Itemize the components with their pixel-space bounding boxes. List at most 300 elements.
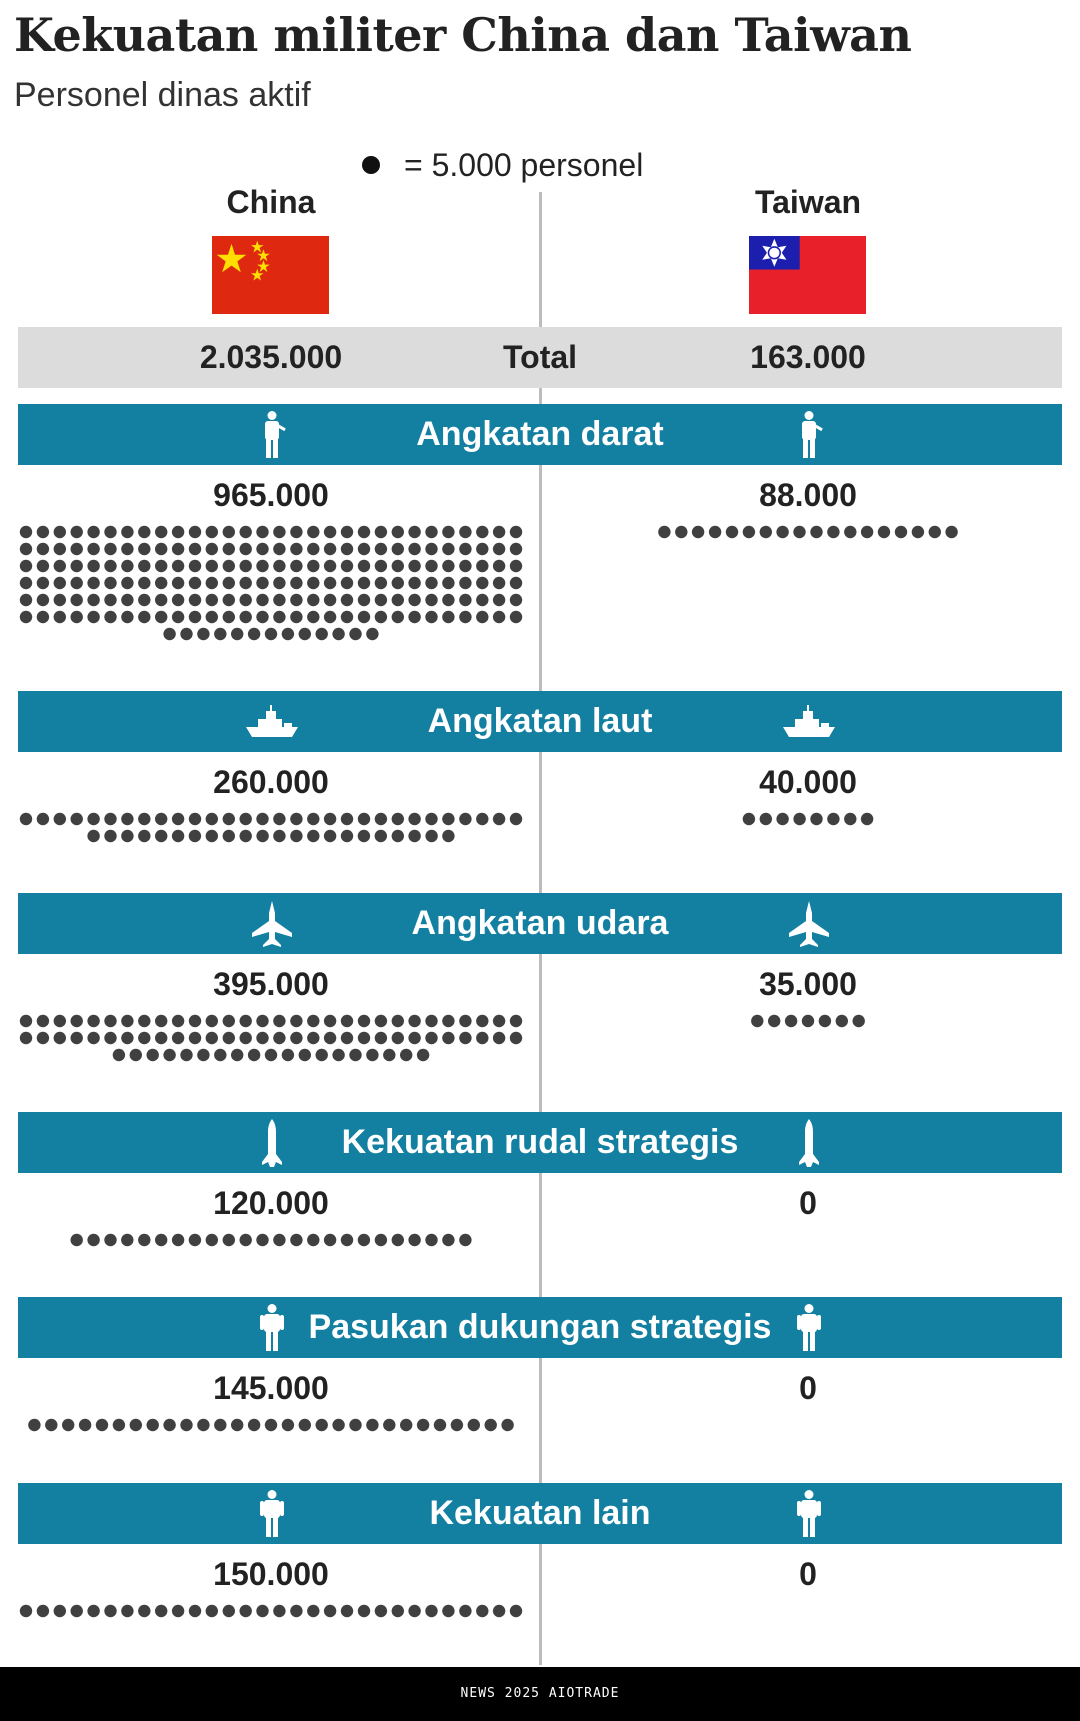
dot-china-5 — [104, 1605, 116, 1617]
dot-china-4 — [265, 1419, 277, 1431]
dot-china-2 — [273, 1015, 285, 1027]
dot-china-0 — [290, 577, 302, 589]
dot-china-0 — [20, 594, 32, 606]
dot-china-2 — [180, 1049, 192, 1061]
country-label-china: China — [226, 184, 316, 220]
dot-china-2 — [172, 1032, 184, 1044]
value-china-angkatan-laut: 260.000 — [213, 764, 329, 800]
dot-china-4 — [231, 1419, 243, 1431]
dot-china-0 — [54, 611, 66, 623]
dot-china-0 — [408, 560, 420, 572]
value-taiwan-angkatan-darat: 88.000 — [759, 477, 857, 513]
dot-china-2 — [273, 1032, 285, 1044]
dot-china-0 — [104, 526, 116, 538]
dot-china-0 — [476, 526, 488, 538]
dot-china-0 — [256, 611, 268, 623]
band-label: Kekuatan rudal strategis — [341, 1123, 739, 1161]
dot-china-0 — [206, 594, 218, 606]
chart-title: Kekuatan militer China dan Taiwan — [14, 8, 912, 62]
dot-china-0 — [425, 543, 437, 555]
dot-china-0 — [214, 628, 226, 640]
dot-china-1 — [358, 830, 370, 842]
dot-china-0 — [307, 594, 319, 606]
dot-taiwan-0 — [726, 526, 738, 538]
dot-china-0 — [316, 628, 328, 640]
dot-china-4 — [485, 1419, 497, 1431]
dot-china-2 — [54, 1015, 66, 1027]
dot-china-3 — [138, 1234, 150, 1246]
dot-china-1 — [290, 830, 302, 842]
dot-china-0 — [155, 577, 167, 589]
value-china-pasukan-dukungan-strategis: 145.000 — [213, 1370, 329, 1406]
dot-china-3 — [189, 1234, 201, 1246]
dot-china-4 — [383, 1419, 395, 1431]
dot-china-0 — [71, 611, 83, 623]
dot-china-0 — [138, 526, 150, 538]
dot-china-5 — [392, 1605, 404, 1617]
dot-china-1 — [240, 830, 252, 842]
dot-china-0 — [189, 594, 201, 606]
dot-china-0 — [349, 628, 361, 640]
dot-china-0 — [442, 543, 454, 555]
dot-china-0 — [104, 611, 116, 623]
value-china-kekuatan-lain: 150.000 — [213, 1556, 329, 1592]
dot-china-0 — [20, 611, 32, 623]
dot-china-0 — [206, 577, 218, 589]
dot-china-0 — [307, 526, 319, 538]
dot-china-2 — [282, 1049, 294, 1061]
dot-china-0 — [341, 560, 353, 572]
dot-china-5 — [493, 1605, 505, 1617]
dot-china-2 — [332, 1049, 344, 1061]
dot-china-0 — [408, 611, 420, 623]
dot-china-0 — [442, 560, 454, 572]
dot-china-5 — [375, 1605, 387, 1617]
dot-china-3 — [273, 1234, 285, 1246]
dot-china-1 — [341, 813, 353, 825]
dot-china-0 — [358, 577, 370, 589]
country-label-taiwan: Taiwan — [754, 184, 862, 220]
dot-china-2 — [223, 1015, 235, 1027]
dot-taiwan-1 — [776, 813, 788, 825]
dot-china-0 — [71, 577, 83, 589]
dot-china-0 — [510, 594, 522, 606]
dot-china-0 — [20, 526, 32, 538]
dot-china-1 — [408, 813, 420, 825]
dot-china-5 — [459, 1605, 471, 1617]
dot-taiwan-0 — [760, 526, 772, 538]
value-taiwan-kekuatan-lain: 0 — [799, 1556, 817, 1592]
dot-china-1 — [172, 830, 184, 842]
dot-china-2 — [206, 1015, 218, 1027]
dot-china-1 — [493, 813, 505, 825]
dot-china-0 — [510, 611, 522, 623]
dot-china-2 — [358, 1015, 370, 1027]
dot-china-3 — [307, 1234, 319, 1246]
dot-china-0 — [138, 594, 150, 606]
dot-taiwan-1 — [760, 813, 772, 825]
dot-china-2 — [104, 1032, 116, 1044]
dot-china-2 — [476, 1015, 488, 1027]
dot-china-0 — [172, 560, 184, 572]
dot-china-0 — [121, 577, 133, 589]
dot-taiwan-0 — [776, 526, 788, 538]
dot-china-0 — [240, 543, 252, 555]
dot-china-4 — [180, 1419, 192, 1431]
dot-china-0 — [240, 577, 252, 589]
dot-china-0 — [172, 594, 184, 606]
dot-china-0 — [408, 594, 420, 606]
dot-china-1 — [87, 813, 99, 825]
dot-china-1 — [104, 830, 116, 842]
dot-china-0 — [324, 594, 336, 606]
dot-china-0 — [37, 560, 49, 572]
dot-china-5 — [358, 1605, 370, 1617]
dot-china-0 — [71, 560, 83, 572]
dot-china-2 — [392, 1032, 404, 1044]
dot-china-0 — [392, 543, 404, 555]
dot-china-0 — [392, 594, 404, 606]
dot-china-2 — [121, 1015, 133, 1027]
dot-china-2 — [493, 1032, 505, 1044]
dot-china-2 — [206, 1032, 218, 1044]
dot-china-0 — [240, 560, 252, 572]
dot-china-4 — [501, 1419, 513, 1431]
dot-china-0 — [425, 611, 437, 623]
dot-taiwan-2 — [836, 1015, 848, 1027]
dot-china-0 — [341, 543, 353, 555]
dot-china-2 — [366, 1049, 378, 1061]
dot-china-0 — [273, 611, 285, 623]
dot-china-0 — [425, 560, 437, 572]
band-label: Angkatan udara — [411, 904, 669, 942]
dot-china-2 — [442, 1015, 454, 1027]
dot-china-5 — [189, 1605, 201, 1617]
dot-china-1 — [155, 830, 167, 842]
dot-taiwan-1 — [827, 813, 839, 825]
dot-china-4 — [214, 1419, 226, 1431]
dot-china-3 — [121, 1234, 133, 1246]
dot-china-0 — [375, 577, 387, 589]
dot-china-1 — [223, 830, 235, 842]
dot-china-1 — [324, 813, 336, 825]
dot-china-0 — [206, 543, 218, 555]
dot-china-5 — [476, 1605, 488, 1617]
dot-china-2 — [87, 1032, 99, 1044]
dot-china-0 — [358, 543, 370, 555]
dot-china-0 — [282, 628, 294, 640]
dot-china-1 — [223, 813, 235, 825]
dot-taiwan-2 — [785, 1015, 797, 1027]
dot-china-0 — [206, 560, 218, 572]
dot-china-0 — [155, 611, 167, 623]
dot-china-5 — [425, 1605, 437, 1617]
dot-china-5 — [87, 1605, 99, 1617]
dot-china-1 — [476, 813, 488, 825]
dot-china-0 — [54, 543, 66, 555]
dot-china-0 — [71, 526, 83, 538]
value-taiwan-angkatan-udara: 35.000 — [759, 966, 857, 1002]
dot-china-0 — [510, 560, 522, 572]
dot-china-4 — [96, 1419, 108, 1431]
dot-china-0 — [493, 611, 505, 623]
dot-china-0 — [392, 577, 404, 589]
dot-china-4 — [45, 1419, 57, 1431]
dot-taiwan-0 — [861, 526, 873, 538]
dot-china-1 — [358, 813, 370, 825]
dot-taiwan-0 — [692, 526, 704, 538]
dot-china-0 — [87, 594, 99, 606]
dot-china-2 — [214, 1049, 226, 1061]
dot-china-2 — [290, 1032, 302, 1044]
band-label: Kekuatan lain — [429, 1494, 651, 1532]
dot-china-0 — [290, 560, 302, 572]
dot-china-1 — [87, 830, 99, 842]
dot-china-4 — [349, 1419, 361, 1431]
dot-china-1 — [20, 813, 32, 825]
dot-china-2 — [87, 1015, 99, 1027]
chart-subtitle: Personel dinas aktif — [14, 76, 311, 114]
dot-china-0 — [341, 526, 353, 538]
dot-taiwan-1 — [743, 813, 755, 825]
dot-china-4 — [366, 1419, 378, 1431]
dot-china-1 — [206, 813, 218, 825]
dot-china-0 — [20, 577, 32, 589]
dot-china-4 — [400, 1419, 412, 1431]
dot-china-2 — [20, 1015, 32, 1027]
dot-china-0 — [155, 560, 167, 572]
dot-china-0 — [476, 577, 488, 589]
dot-china-5 — [408, 1605, 420, 1617]
dot-china-0 — [155, 594, 167, 606]
dot-china-0 — [459, 560, 471, 572]
dot-china-1 — [206, 830, 218, 842]
dot-china-4 — [248, 1419, 260, 1431]
dot-china-0 — [408, 543, 420, 555]
dot-china-5 — [172, 1605, 184, 1617]
dot-china-1 — [189, 830, 201, 842]
dot-china-2 — [155, 1032, 167, 1044]
dot-taiwan-2 — [768, 1015, 780, 1027]
dot-china-5 — [71, 1605, 83, 1617]
dot-china-1 — [307, 830, 319, 842]
dot-taiwan-2 — [819, 1015, 831, 1027]
dot-china-0 — [358, 560, 370, 572]
dot-china-0 — [510, 577, 522, 589]
dot-china-0 — [37, 611, 49, 623]
dot-china-0 — [332, 628, 344, 640]
dot-china-1 — [442, 830, 454, 842]
dot-taiwan-0 — [810, 526, 822, 538]
dot-china-0 — [172, 526, 184, 538]
dot-china-2 — [189, 1015, 201, 1027]
dot-china-2 — [349, 1049, 361, 1061]
dot-china-2 — [163, 1049, 175, 1061]
dot-china-4 — [417, 1419, 429, 1431]
dot-china-0 — [476, 611, 488, 623]
dot-china-2 — [189, 1032, 201, 1044]
dot-china-0 — [341, 594, 353, 606]
dot-china-0 — [476, 543, 488, 555]
dot-china-0 — [307, 543, 319, 555]
dot-china-0 — [290, 611, 302, 623]
dot-china-0 — [493, 526, 505, 538]
dot-china-2 — [265, 1049, 277, 1061]
dot-china-0 — [341, 577, 353, 589]
dot-china-0 — [189, 543, 201, 555]
dot-china-3 — [375, 1234, 387, 1246]
dot-china-0 — [358, 611, 370, 623]
dot-china-0 — [459, 543, 471, 555]
dot-china-0 — [493, 594, 505, 606]
dot-china-2 — [290, 1015, 302, 1027]
dot-china-2 — [248, 1049, 260, 1061]
dot-china-0 — [87, 543, 99, 555]
dot-china-2 — [138, 1015, 150, 1027]
dot-china-0 — [476, 594, 488, 606]
dot-taiwan-1 — [810, 813, 822, 825]
dot-china-0 — [223, 594, 235, 606]
dot-china-0 — [375, 543, 387, 555]
dot-china-1 — [121, 830, 133, 842]
dot-china-0 — [240, 611, 252, 623]
band-label: Angkatan darat — [416, 415, 664, 453]
dot-china-2 — [240, 1032, 252, 1044]
dot-china-2 — [341, 1015, 353, 1027]
dot-china-0 — [256, 577, 268, 589]
dot-china-0 — [138, 611, 150, 623]
dot-china-5 — [273, 1605, 285, 1617]
dot-china-5 — [155, 1605, 167, 1617]
dot-china-0 — [425, 594, 437, 606]
dot-china-2 — [307, 1015, 319, 1027]
dot-china-0 — [493, 577, 505, 589]
total-label: Total — [502, 339, 578, 375]
dot-china-0 — [392, 611, 404, 623]
dot-china-1 — [307, 813, 319, 825]
dot-china-5 — [223, 1605, 235, 1617]
dot-china-2 — [104, 1015, 116, 1027]
dot-china-3 — [71, 1234, 83, 1246]
footer-bar — [0, 1667, 1080, 1721]
dot-china-5 — [341, 1605, 353, 1617]
dot-china-3 — [206, 1234, 218, 1246]
dot-china-0 — [510, 543, 522, 555]
dot-china-0 — [442, 577, 454, 589]
dot-china-0 — [256, 543, 268, 555]
dot-china-2 — [147, 1049, 159, 1061]
dot-china-0 — [71, 543, 83, 555]
dot-china-3 — [172, 1234, 184, 1246]
dot-china-4 — [197, 1419, 209, 1431]
dot-china-1 — [256, 830, 268, 842]
dot-china-0 — [324, 560, 336, 572]
dot-taiwan-0 — [827, 526, 839, 538]
dot-china-0 — [290, 543, 302, 555]
dot-china-2 — [138, 1032, 150, 1044]
dot-china-0 — [442, 594, 454, 606]
dot-taiwan-2 — [751, 1015, 763, 1027]
dot-taiwan-0 — [912, 526, 924, 538]
dot-china-2 — [417, 1049, 429, 1061]
dot-china-2 — [400, 1049, 412, 1061]
dot-taiwan-2 — [853, 1015, 865, 1027]
dot-china-1 — [375, 830, 387, 842]
dot-taiwan-0 — [945, 526, 957, 538]
dot-china-2 — [256, 1032, 268, 1044]
dot-china-0 — [299, 628, 311, 640]
dot-china-1 — [273, 813, 285, 825]
dot-china-2 — [459, 1032, 471, 1044]
dot-china-2 — [408, 1015, 420, 1027]
total-value-taiwan: 163.000 — [750, 339, 866, 375]
dot-china-0 — [37, 543, 49, 555]
dot-china-4 — [468, 1419, 480, 1431]
dot-china-0 — [121, 594, 133, 606]
dot-taiwan-1 — [844, 813, 856, 825]
dot-china-1 — [375, 813, 387, 825]
dot-china-1 — [240, 813, 252, 825]
dot-china-2 — [476, 1032, 488, 1044]
dot-china-2 — [240, 1015, 252, 1027]
dot-china-1 — [510, 813, 522, 825]
dot-taiwan-1 — [861, 813, 873, 825]
dot-china-5 — [37, 1605, 49, 1617]
dot-china-0 — [273, 577, 285, 589]
dot-china-0 — [20, 560, 32, 572]
dot-china-1 — [71, 813, 83, 825]
dot-china-0 — [54, 560, 66, 572]
dot-china-2 — [425, 1015, 437, 1027]
dot-china-0 — [104, 543, 116, 555]
dot-china-3 — [155, 1234, 167, 1246]
dot-china-1 — [54, 813, 66, 825]
value-china-angkatan-udara: 395.000 — [213, 966, 329, 1002]
dot-china-2 — [324, 1032, 336, 1044]
dot-china-0 — [493, 560, 505, 572]
dot-china-5 — [324, 1605, 336, 1617]
dot-taiwan-0 — [793, 526, 805, 538]
dot-china-1 — [290, 813, 302, 825]
dot-china-3 — [256, 1234, 268, 1246]
dot-china-0 — [240, 594, 252, 606]
dot-china-4 — [451, 1419, 463, 1431]
band-label: Angkatan laut — [427, 702, 653, 740]
dot-china-3 — [408, 1234, 420, 1246]
dot-china-2 — [425, 1032, 437, 1044]
dot-china-0 — [324, 577, 336, 589]
dot-china-0 — [206, 611, 218, 623]
dot-china-0 — [37, 594, 49, 606]
dot-china-5 — [256, 1605, 268, 1617]
dot-china-0 — [493, 543, 505, 555]
dot-china-0 — [375, 611, 387, 623]
dot-china-1 — [324, 830, 336, 842]
dot-china-0 — [273, 543, 285, 555]
dot-china-0 — [240, 526, 252, 538]
dot-china-1 — [155, 813, 167, 825]
dot-china-0 — [138, 560, 150, 572]
band-label: Pasukan dukungan strategis — [308, 1308, 772, 1346]
dot-china-2 — [113, 1049, 125, 1061]
dot-china-0 — [358, 526, 370, 538]
dot-china-3 — [425, 1234, 437, 1246]
value-china-angkatan-darat: 965.000 — [213, 477, 329, 513]
dot-china-0 — [442, 611, 454, 623]
dot-china-0 — [180, 628, 192, 640]
dot-china-0 — [172, 543, 184, 555]
dot-china-4 — [434, 1419, 446, 1431]
